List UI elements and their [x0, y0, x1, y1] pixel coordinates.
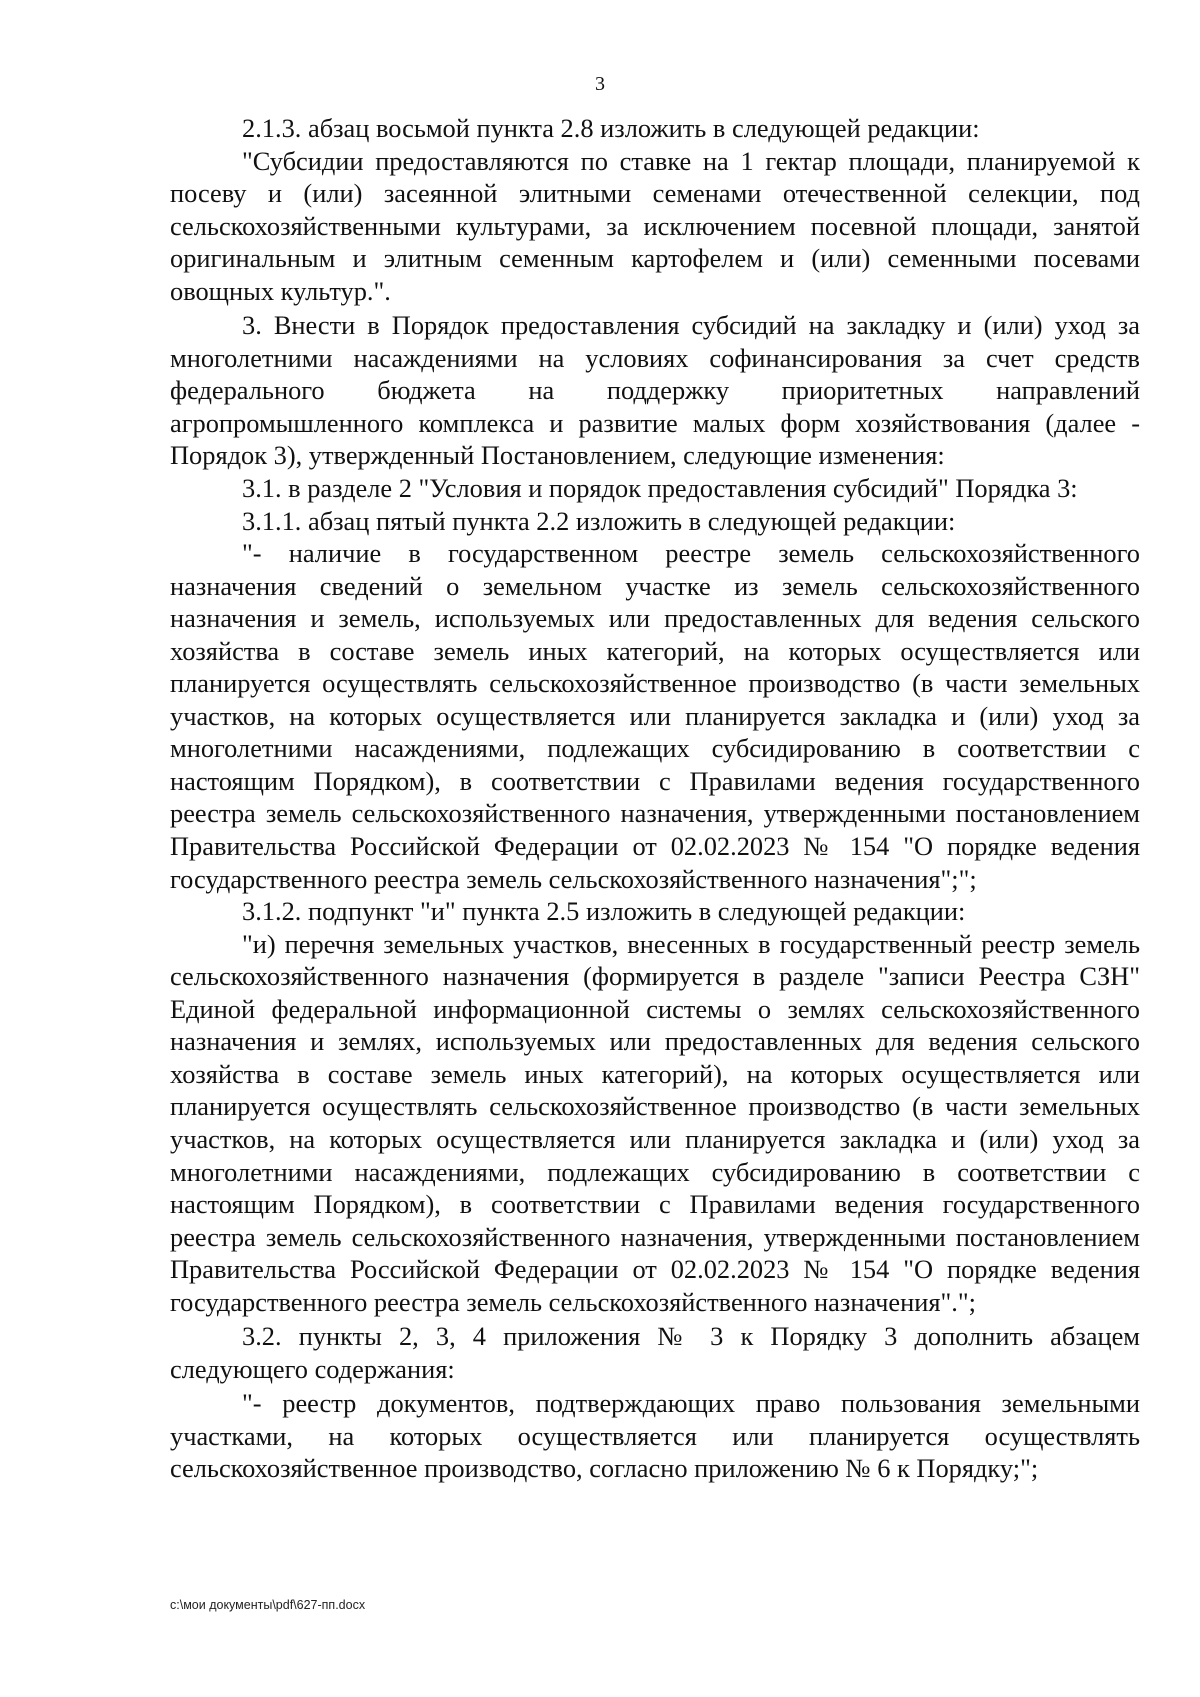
paragraph-registry-quote: "- наличие в государственном реестре земель сельскохозяйственного назначения сведений о земельном участке из земель сельскохозяйственного назначения и земель, используемых или предоставленных для ведения сельского хозяйства в составе земель иных категорий, на которых осуществляется или планируется осуществлять сельскохозяйственное производство (в части земельных участков, на которых осуществляется или планируется закладка и (или) уход за многолетними насаждениями, подлежащих субсидированию в соответствии с настоящим Порядком), в соответствии с Правилами ведения государственного реестра земель сельскохозяйственного назначения, утвержденными постановлением Правительства Российской Федерации от 02.02.2023 № 154 "О порядке ведения государственного реестра земель сельскохозяйственного назначения";"; [170, 538, 1140, 894]
paragraph-2-1-3: 2.1.3. абзац восьмой пункта 2.8 изложить в следующей редакции: [242, 113, 980, 143]
paragraph-3-1-1: 3.1.1. абзац пятый пункта 2.2 изложить в следующей редакции: [242, 505, 956, 536]
paragraph-3: 3. Внести в Порядок предоставления субсидий на закладку и (или) уход за многолетними насаждениями на условиях софинансирования за счет средств федерального бюджета на поддержку приоритетных направлений агропромышленного комплекса и развитие малых форм хозяйствования (далее - Порядок 3), утвержденный Постановлением, следующие изменения: [170, 310, 1140, 471]
paragraph-3-2: 3.2. пункты 2, 3, 4 приложения № 3 к Порядку 3 дополнить абзацем следующего содержания: [170, 1321, 1140, 1384]
paragraph-3-1-2: 3.1.2. подпункт "и" пункта 2.5 изложить в следующей редакции: [242, 896, 966, 927]
paragraph-3-1: 3.1. в разделе 2 "Условия и порядок предоставления субсидий" Порядка 3: [242, 473, 1078, 504]
paragraph-subsidies-quote: "Субсидии предоставляются по ставке на 1 гектар площади, планируемой к посеву и (или) засеянной элитными семенами отечественной селекции, под сельскохозяйственными культурами, за исключением посевной площади, занятой оригинальным и элитным семенным картофелем и (или) семенными посевами овощных культур.". [170, 145, 1140, 306]
footer-file-path: c:\мои документы\pdf\627-пп.docx [170, 1598, 366, 1612]
paragraph-land-list-quote: "и) перечня земельных участков, внесенных в государственный реестр земель сельскохозяйственного назначения (формируется в разделе "записи Реестра СЗН" Единой федеральной информационной системы о землях сельскохозяйственного назначения и землях, используемых или предоставленных для ведения сельского хозяйства в составе земель иных категорий), на которых осуществляется или планируется осуществлять сельскохозяйственное производство (в части земельных участков, на которых осуществляется или планируется закладка и (или) уход за многолетними насаждениями, подлежащих субсидированию в соответствии с настоящим Порядком), в соответствии с Правилами ведения государственного реестра земель сельскохозяйственного назначения, утвержденными постановлением Правительства Российской Федерации от 02.02.2023 № 154 "О порядке ведения государственного реестра земель сельскохозяйственного назначения"."; [170, 928, 1140, 1317]
document-body [170, 112, 1140, 1485]
page-number: 3 [595, 73, 605, 95]
paragraph-documents-register-quote: "- реестр документов, подтверждающих право пользования земельными участками, на которых осуществляется или планируется осуществлять сельскохозяйственное производство, согласно приложению № 6 к Порядку;"; [170, 1388, 1140, 1484]
